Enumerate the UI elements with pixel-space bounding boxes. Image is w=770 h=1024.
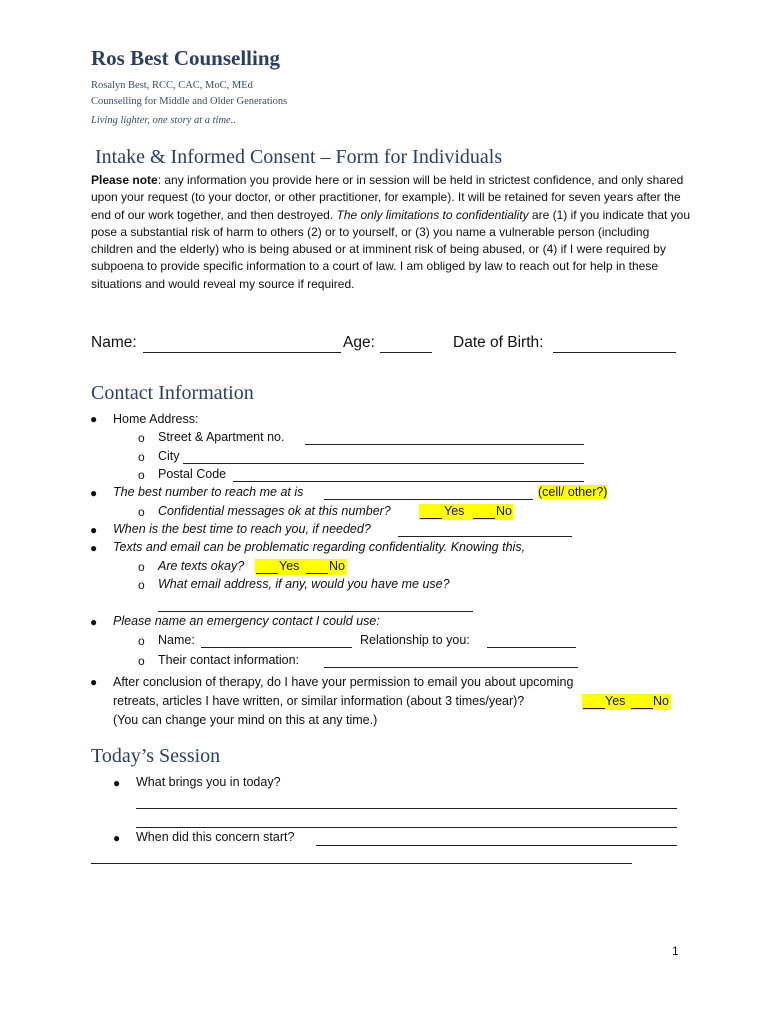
cell-other-highlight: (cell/ other?) xyxy=(538,485,608,499)
permission-line-1: After conclusion of therapy, do I have your permission to email you about upcoming xyxy=(113,675,574,689)
street-label: Street & Apartment no. xyxy=(158,430,285,444)
when-start-label: When did this concern start? xyxy=(136,830,295,844)
permission-yes-label: Yes xyxy=(605,694,626,708)
texts-yes-blank[interactable] xyxy=(256,573,278,574)
when-start-field[interactable] xyxy=(316,845,677,846)
confidential-no-label: No xyxy=(496,504,512,518)
specialty: Counselling for Middle and Older Generations xyxy=(91,96,288,107)
email-question-label: What email address, if any, would you have me use? xyxy=(158,577,450,591)
confidential-no-blank[interactable] xyxy=(473,518,495,519)
best-time-field[interactable] xyxy=(398,536,572,537)
street-field[interactable] xyxy=(305,444,584,445)
best-number-label: The best number to reach me at is xyxy=(113,485,304,499)
confidential-msgs-label: Confidential messages ok at this number? xyxy=(158,504,391,518)
permission-line-3: (You can change your mind on this at any time.) xyxy=(113,713,378,727)
bullet: ● xyxy=(90,412,98,426)
best-number-field[interactable] xyxy=(324,499,533,500)
sub-bullet: o xyxy=(138,560,145,574)
emergency-contact-label: Please name an emergency contact I could use: xyxy=(113,614,380,628)
bullet: ● xyxy=(90,486,98,500)
page-number: 1 xyxy=(672,944,679,958)
contact-heading: Contact Information xyxy=(91,382,254,404)
bullet: ● xyxy=(113,831,121,845)
name-field[interactable] xyxy=(143,352,341,353)
what-brings-label: What brings you in today? xyxy=(136,775,281,789)
when-start-field-2[interactable] xyxy=(91,863,632,864)
permission-no-blank[interactable] xyxy=(631,708,653,709)
home-address-label: Home Address: xyxy=(113,412,199,426)
sub-bullet: o xyxy=(138,505,145,519)
tagline: Living lighter, one story at a time.. xyxy=(91,115,236,126)
cell-other-label xyxy=(538,485,607,499)
credentials: Rosalyn Best, RCC, CAC, MoC, MEd xyxy=(91,80,253,91)
ec-contact-label: Their contact information: xyxy=(158,653,300,667)
note-text-1: : any information you provide here or in session will be held in strictest confidence, and only shared upon your request (to your doctor, or other practitioner, for example). It will be retained for seven years after the end of our work together, and then destroyed. xyxy=(91,173,684,222)
permission-yes-blank[interactable] xyxy=(583,708,605,709)
postal-label: Postal Code xyxy=(158,467,227,481)
email-field[interactable] xyxy=(158,611,473,612)
sub-bullet: o xyxy=(138,431,145,445)
confidentiality-note xyxy=(91,172,691,293)
texts-email-label: Texts and email can be problematic regarding confidentiality. Knowing this, xyxy=(113,540,526,554)
sub-bullet: o xyxy=(138,450,145,464)
ec-contact-field[interactable] xyxy=(324,667,578,668)
dob-field[interactable] xyxy=(553,352,676,353)
texts-no-blank[interactable] xyxy=(306,573,328,574)
texts-no-label: No xyxy=(329,559,345,573)
ec-relationship-label: Relationship to you: xyxy=(360,633,470,647)
sub-bullet: o xyxy=(138,578,145,592)
name-label: Name: xyxy=(91,334,137,351)
ec-relationship-field[interactable] xyxy=(487,647,576,648)
bullet: ● xyxy=(90,541,98,555)
sub-bullet: o xyxy=(138,634,145,648)
brand-title: Ros Best Counselling xyxy=(91,46,281,70)
what-brings-field-1[interactable] xyxy=(136,808,677,809)
permission-no-label: No xyxy=(653,694,669,708)
sub-bullet: o xyxy=(138,654,145,668)
bullet: ● xyxy=(90,615,98,629)
best-time-label: When is the best time to reach you, if needed? xyxy=(113,522,371,536)
sub-bullet: o xyxy=(138,468,145,482)
session-heading: Today’s Session xyxy=(91,745,221,767)
confidential-yes-blank[interactable] xyxy=(420,518,442,519)
form-title: Intake & Informed Consent – Form for Individuals xyxy=(95,146,503,168)
texts-yes-label: Yes xyxy=(279,559,300,573)
bullet: ● xyxy=(113,776,121,790)
what-brings-field-2[interactable] xyxy=(136,827,677,828)
age-label: Age: xyxy=(343,334,375,351)
dob-label: Date of Birth: xyxy=(453,334,544,351)
note-text-2: are (1) if you indicate that you pose a substantial risk of harm to others (2) or to yourself, or (3) you name a vulnerable person (including children and the elderly) who is being abused or at imminent risk of being abused, or (4) if I were required by subpoena to provide specific information to a court of law. I am obliged by law to reach out for help in these situations and would reveal my source if required. xyxy=(91,207,691,291)
note-label: Please note xyxy=(91,173,158,187)
note-italic: The only limitations to confidentiality xyxy=(336,207,529,222)
bullet: ● xyxy=(90,675,98,689)
ec-name-field[interactable] xyxy=(201,647,352,648)
city-field[interactable] xyxy=(183,463,584,464)
age-field[interactable] xyxy=(380,352,432,353)
permission-line-2: retreats, articles I have written, or similar information (about 3 times/year)? xyxy=(113,694,525,708)
ec-name-label: Name: xyxy=(158,633,195,647)
city-label: City xyxy=(158,449,180,463)
confidential-yes-label: Yes xyxy=(444,504,465,518)
bullet: ● xyxy=(90,523,98,537)
texts-ok-label: Are texts okay? xyxy=(158,559,245,573)
postal-field[interactable] xyxy=(233,481,584,482)
